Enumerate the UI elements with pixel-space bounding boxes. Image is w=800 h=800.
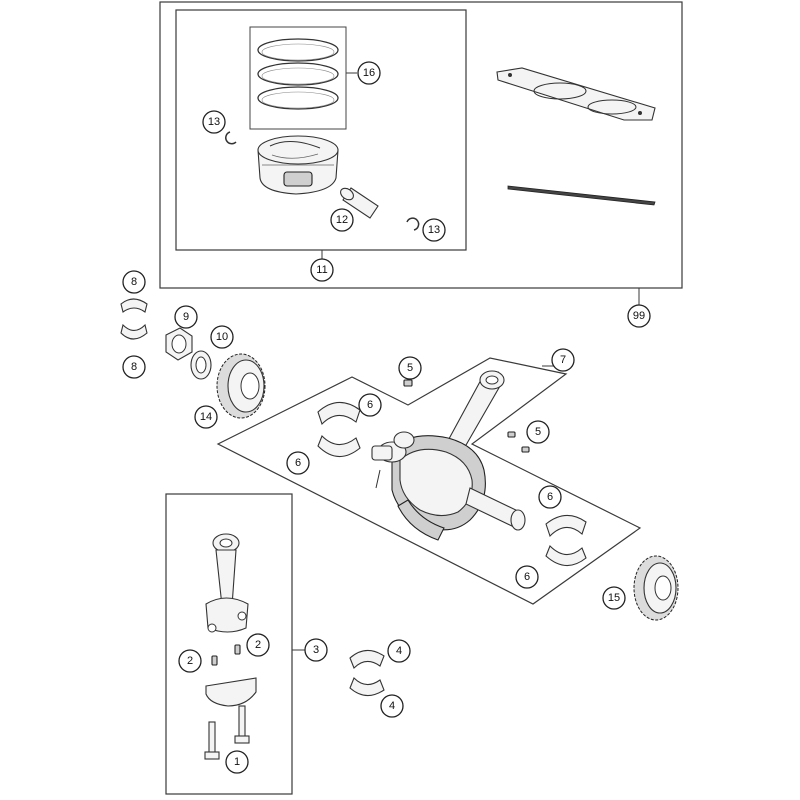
svg-text:99: 99 <box>632 310 646 322</box>
callout-6-upper-left[interactable] <box>359 394 381 416</box>
svg-text:5: 5 <box>534 426 542 438</box>
piston-rings <box>250 27 346 129</box>
head-gasket <box>497 68 655 120</box>
callout-6-lower-left[interactable] <box>287 452 309 474</box>
svg-text:7: 7 <box>559 354 567 366</box>
svg-text:15: 15 <box>607 592 621 604</box>
svg-text:8: 8 <box>130 361 138 373</box>
crankshaft-assembly <box>372 371 525 540</box>
main-bearing-lower-right <box>546 546 586 566</box>
callout-14[interactable] <box>195 406 217 428</box>
callout-12[interactable] <box>331 209 353 231</box>
svg-text:14: 14 <box>199 411 213 423</box>
dowel-sleeve-1 <box>212 656 217 665</box>
svg-text:4: 4 <box>395 645 403 657</box>
svg-text:2: 2 <box>186 655 194 667</box>
circlip-left <box>226 132 236 144</box>
callout-7[interactable] <box>552 349 574 371</box>
callout-5-right[interactable] <box>527 421 549 443</box>
callout-1[interactable] <box>226 751 248 773</box>
svg-text:1: 1 <box>233 756 241 768</box>
svg-text:9: 9 <box>182 311 190 323</box>
svg-text:6: 6 <box>366 399 374 411</box>
svg-text:11: 11 <box>316 264 328 276</box>
callout-15[interactable] <box>603 587 625 609</box>
dowel-sleeve-2 <box>235 645 240 654</box>
cylinder-kit-frame <box>160 2 682 288</box>
svg-text:6: 6 <box>546 491 554 503</box>
callout-8-top[interactable] <box>123 271 145 293</box>
callout-13-left[interactable] <box>203 111 225 133</box>
bearing-shell-upper-8 <box>121 299 147 312</box>
base-gasket <box>508 186 655 205</box>
callout-11[interactable] <box>311 259 333 281</box>
svg-text:4: 4 <box>388 700 396 712</box>
callout-8-bottom[interactable] <box>123 356 145 378</box>
primary-gear <box>217 354 265 418</box>
callout-4-top[interactable] <box>388 640 410 662</box>
svg-text:8: 8 <box>130 276 138 288</box>
woodruff-key-top <box>404 380 412 386</box>
bearing-shell-lower-8 <box>121 325 147 339</box>
main-bearing-upper-left <box>318 402 360 424</box>
conrod-cap <box>206 678 256 706</box>
svg-text:13: 13 <box>207 116 221 128</box>
svg-text:10: 10 <box>215 331 229 343</box>
svg-text:2: 2 <box>254 639 262 651</box>
svg-text:12: 12 <box>335 214 349 226</box>
circlip-right <box>407 218 419 230</box>
callout-2-left[interactable] <box>179 650 201 672</box>
callout-13-right[interactable] <box>423 219 445 241</box>
callout-4-bottom[interactable] <box>381 695 403 717</box>
connecting-rod <box>206 534 248 632</box>
callout-9[interactable] <box>175 306 197 328</box>
callout-3[interactable] <box>305 639 327 661</box>
callout-10[interactable] <box>211 326 233 348</box>
callout-6-lower-right[interactable] <box>516 566 538 588</box>
main-bearing-lower-left <box>318 436 360 457</box>
svg-text:5: 5 <box>406 362 414 374</box>
callout-5-top[interactable] <box>399 357 421 379</box>
conrod-bolts <box>205 706 249 759</box>
callout-99[interactable] <box>628 305 650 327</box>
svg-text:13: 13 <box>427 224 441 236</box>
callout-6-upper-right[interactable] <box>539 486 561 508</box>
svg-text:16: 16 <box>362 67 376 79</box>
conrod-bearing-lower <box>350 678 384 696</box>
washer <box>191 351 211 379</box>
main-bearing-upper-right <box>546 515 586 536</box>
piston <box>258 136 338 194</box>
woodruff-key-right-2 <box>522 447 529 452</box>
svg-text:3: 3 <box>312 644 320 656</box>
callout-16[interactable] <box>358 62 380 84</box>
svg-text:6: 6 <box>294 457 302 469</box>
callout-2-right[interactable] <box>247 634 269 656</box>
svg-text:6: 6 <box>523 571 531 583</box>
nut <box>166 328 192 360</box>
conrod-bearing-upper <box>350 650 384 668</box>
balancer-gear <box>634 556 678 620</box>
woodruff-key-right-1 <box>508 432 515 437</box>
